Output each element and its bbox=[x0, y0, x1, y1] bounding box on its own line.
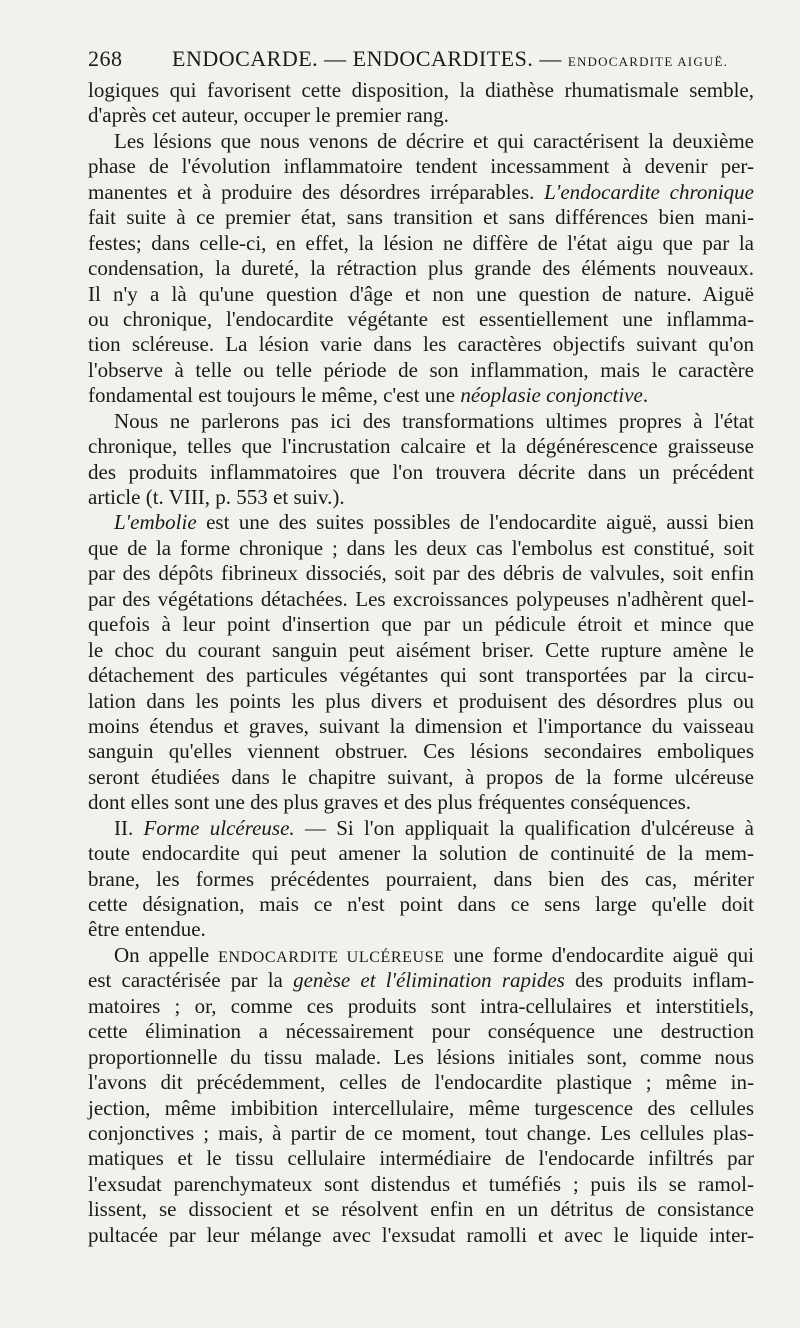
text-line: détachement des particules végétantes qui sont transportées par la circu- bbox=[88, 663, 754, 688]
text-line: conjonctives ; mais, à partir de ce moment, tout change. Les cellules plas- bbox=[88, 1120, 754, 1145]
running-header bbox=[88, 40, 754, 74]
text-line: matoires ; or, comme ces produits sont intra-cellulaires et interstitiels, bbox=[88, 993, 754, 1018]
text-line: que de la forme chronique ; dans les deux cas l'embolus est constitué, soit bbox=[88, 535, 754, 560]
text-line: Nous ne parlerons pas ici des transformations ultimes propres à l'état bbox=[114, 408, 754, 433]
text-line: proportionnelle du tissu malade. Les lésions initiales sont, comme nous bbox=[88, 1044, 754, 1069]
text-line: condensation, la dureté, la rétraction plus grande des éléments nouveaux. bbox=[88, 256, 754, 281]
text-line: jection, même imbibition intercellulaire, même turgescence des cellules bbox=[88, 1095, 754, 1120]
text-line: quefois à leur point d'insertion que par un pédicule étroit et mince que bbox=[88, 612, 754, 637]
text-line: pultacée par leur mélange avec l'exsudat ramolli et avec le liquide inter- bbox=[88, 1222, 754, 1247]
text-line: moins étendus et graves, suivant la dimension et l'importance du vaisseau bbox=[88, 713, 754, 738]
text-line: l'observe à telle ou telle période de son inflammation, mais le caractère bbox=[88, 357, 754, 382]
text-line: l'exsudat parenchymateux sont distendus et tuméfiés ; puis ils se ramol- bbox=[88, 1171, 754, 1196]
text-line: fondamental est toujours le même, c'est une néoplasie conjonctive. bbox=[88, 383, 649, 408]
text-line: d'après cet auteur, occuper le premier rang. bbox=[88, 103, 449, 128]
text-line: dont elles sont une des plus graves et des plus fréquentes conséquences. bbox=[88, 790, 692, 815]
text-line: des produits inflammatoires que l'on trouvera décrite dans un précédent bbox=[88, 459, 754, 484]
text-line: ou chronique, l'endocardite végétante est essentiellement une inflamma- bbox=[88, 306, 754, 331]
text-line: toute endocardite qui peut amener la solution de continuité de la mem- bbox=[88, 841, 754, 866]
text-line: seront étudiées dans le chapitre suivant, à propos de la forme ulcéreuse bbox=[88, 764, 754, 789]
running-title-main: ENDOCARDE. — ENDOCARDITES. — bbox=[172, 46, 568, 71]
text-line: Les lésions que nous venons de décrire et qui caractérisent la deuxième bbox=[114, 128, 754, 153]
page-number: 268 bbox=[88, 46, 123, 71]
text-line: sanguin qu'elles viennent obstruer. Ces lésions secondaires emboliques bbox=[88, 739, 754, 764]
text-line: par des végétations détachées. Les excroissances polypeuses n'adhèrent quel- bbox=[88, 586, 754, 611]
text-line: l'avons dit précédemment, celles de l'endocardite plastique ; même in- bbox=[88, 1070, 754, 1095]
text-line: cette élimination a nécessairement pour conséquence une destruction bbox=[88, 1019, 754, 1044]
text-line: cette désignation, mais ce n'est point dans ce sens large qu'elle doit bbox=[88, 892, 754, 916]
text-line: L'embolie est une des suites possibles de l'endocardite aiguë, aussi bien bbox=[114, 510, 754, 535]
text-line: Il n'y a là qu'une question d'âge et non une question de nature. Aiguë bbox=[88, 281, 754, 306]
text-line: fait suite à ce premier état, sans transition et sans différences bien mani- bbox=[88, 205, 754, 230]
text-line: est caractérisée par la genèse et l'élimination rapides des produits inflam- bbox=[88, 968, 755, 993]
text-line: brane, les formes précédentes pourraient, dans bien des cas, mériter bbox=[88, 866, 754, 891]
text-line: On appelle ENDOCARDITE ULCÉREUSE une forme d'endocardite aiguë qui bbox=[114, 942, 754, 967]
text-line: chronique, telles que l'incrustation calcaire et la dégénérescence graisseuse bbox=[88, 434, 754, 459]
text-line: par des dépôts fibrineux dissociés, soit par des débris de valvules, soit enfin bbox=[88, 561, 754, 586]
text-line: lissent, se dissocient et se résolvent enfin en un détritus de consistance bbox=[88, 1197, 754, 1222]
text-line: II. Forme ulcéreuse. — Si l'on appliquait la qualification d'ulcéreuse à bbox=[114, 815, 754, 840]
text-line: logiques qui favorisent cette disposition, la diathèse rhumatismale semble, bbox=[88, 78, 754, 102]
text-line: manentes et à produire des désordres irréparables. L'endocardite chronique bbox=[88, 179, 754, 204]
text-line: tion scléreuse. La lésion varie dans les caractères objectifs suivant qu'on bbox=[88, 332, 754, 357]
running-title-sub: ENDOCARDITE AIGUË. bbox=[567, 54, 729, 69]
body-text bbox=[88, 78, 754, 1248]
text-line: lation dans les points les plus divers et produisent des désordres plus ou bbox=[88, 688, 754, 713]
text-line: matiques et le tissu cellulaire intermédiaire de l'endocarde infiltrés par bbox=[88, 1146, 754, 1171]
text-line: le choc du courant sanguin peut aisément briser. Cette rupture amène le bbox=[88, 637, 754, 662]
text-line: être entendue. bbox=[88, 917, 206, 942]
running-title bbox=[172, 46, 728, 72]
text-line: article (t. VIII, p. 553 et suiv.). bbox=[88, 485, 345, 509]
text-line: phase de l'évolution inflammatoire tendent incessamment à devenir per- bbox=[88, 154, 754, 179]
text-line: festes; dans celle-ci, en effet, la lésion ne diffère de l'état aigu que par la bbox=[88, 230, 754, 255]
